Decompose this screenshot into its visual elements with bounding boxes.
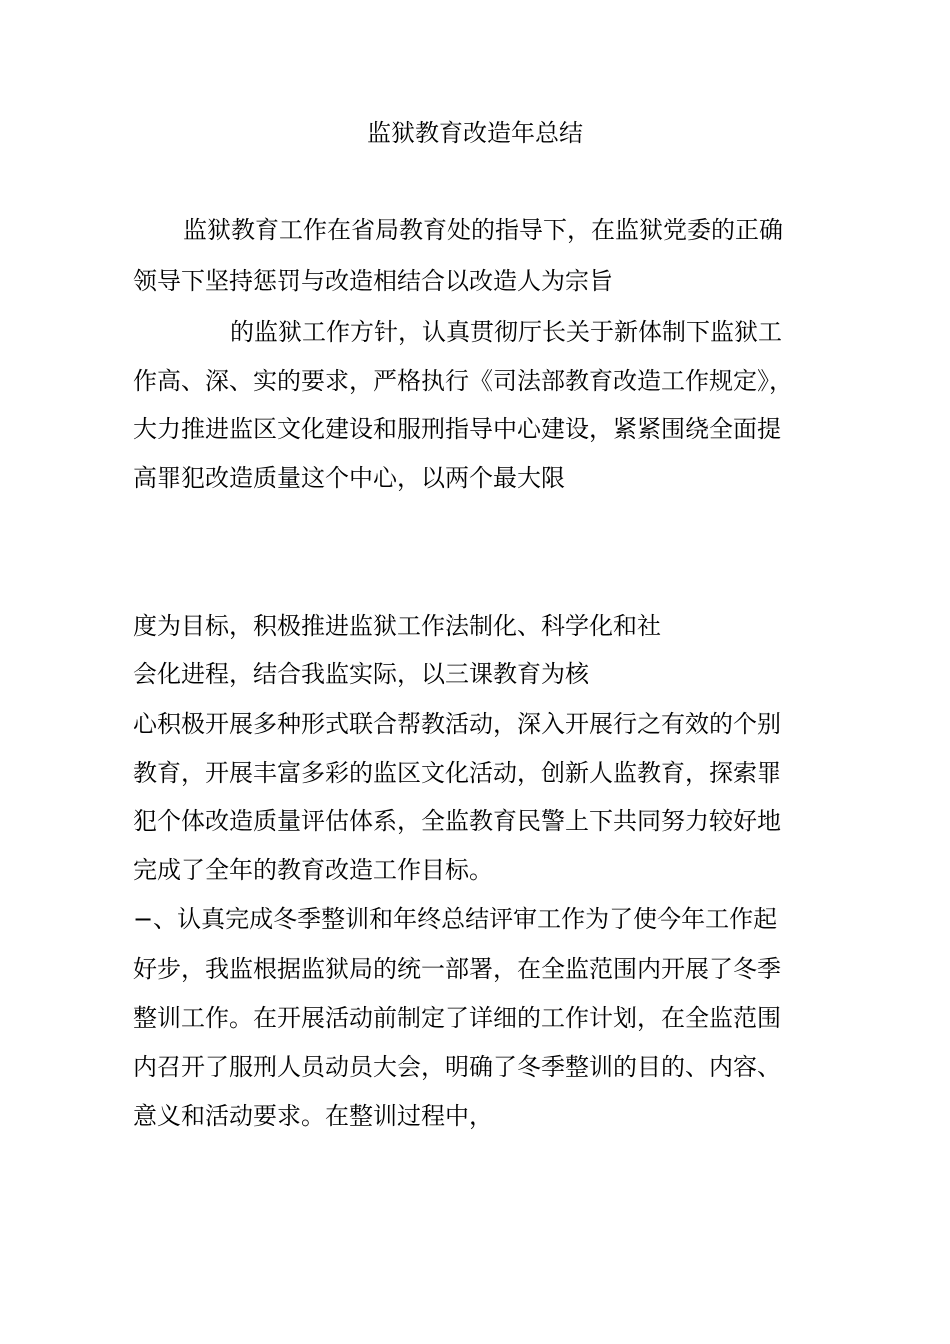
- paragraph-line: 的监狱工作方针，认真贯彻厅长关于新体制下监狱工: [230, 318, 782, 346]
- paragraph-line: 整训工作。在开展活动前制定了详细的工作计划，在全监范围: [133, 1004, 781, 1032]
- paragraph-line: 大力推进监区文化建设和服刑指导中心建设，紧紧围绕全面提: [133, 415, 781, 443]
- paragraph-line: 监狱教育工作在省局教育处的指导下，在监狱党委的正确: [183, 216, 783, 244]
- document-title: 监狱教育改造年总结: [367, 119, 583, 147]
- paragraph-line: −、认真完成冬季整训和年终总结评审工作为了使今年工作起: [133, 905, 778, 933]
- paragraph-line: 作高、深、实的要求，严格执行《司法部教育改造工作规定》，: [133, 367, 793, 395]
- paragraph-line: 度为目标，积极推进监狱工作法制化、科学化和社: [133, 612, 661, 640]
- paragraph-line: 意义和活动要求。在整训过程中，: [133, 1102, 493, 1130]
- paragraph-line: 完成了全年的教育改造工作目标。: [133, 856, 493, 884]
- paragraph-line: 会化进程，结合我监实际，以三课教育为核: [133, 660, 589, 688]
- paragraph-line: 教育，开展丰富多彩的监区文化活动，创新人监教育，探索罪: [133, 759, 781, 787]
- paragraph-line: 领导下坚持惩罚与改造相结合以改造人为宗旨: [133, 267, 613, 295]
- paragraph-line: 心积极开展多种形式联合帮教活动，深入开展行之有效的个别: [133, 710, 781, 738]
- paragraph-line: 内召开了服刑人员动员大会，明确了冬季整训的目的、内容、: [133, 1053, 781, 1081]
- paragraph-line: 高罪犯改造质量这个中心，以两个最大限: [133, 464, 565, 492]
- paragraph-line: 好步，我监根据监狱局的统一部署，在全监范围内开展了冬季: [133, 955, 781, 983]
- paragraph-line: 犯个体改造质量评估体系，全监教育民警上下共同努力较好地: [133, 807, 781, 835]
